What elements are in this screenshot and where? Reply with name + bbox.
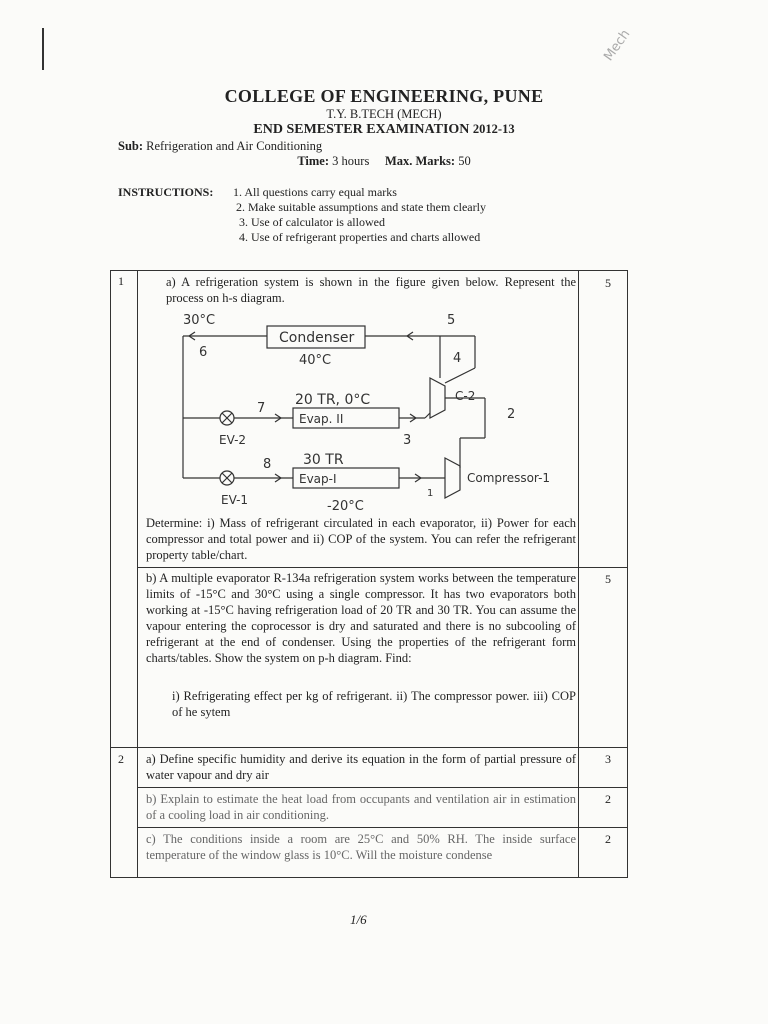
time-label: Time: [297,154,330,168]
time-value: 3 hours [332,154,370,168]
question-1b-text: b) A multiple evaporator R-134a refrigeration system works between the temperature limits of -15°C and 30°C using a single compressor. It has two evaporators both working at -15°C having refrigeration load of 20 TR and 30 TR. You can assume the vapour entering the coprocessor is dry and saturated and there is no subcooling of refrigerant at the end of condenser. Using the properties of the refrigerant form charts/tables. Show the system on p-h diagram. Find: [146,571,576,665]
subject-label: Sub: [118,139,144,153]
compressor-1-shape [445,458,460,498]
exam-name: END SEMESTER EXAMINATION [253,122,470,137]
exam-year: 2012-13 [472,122,515,136]
instructions-list [233,185,486,245]
diagram-label: Evap-I [299,472,337,486]
diagram-label: C-2 [455,389,476,403]
diagram-label: 2 [507,407,516,422]
question-2a-text: a) Define specific humidity and derive its equation in the form of partial pressure of water vapour and dry air [146,752,576,782]
marks-value: 50 [458,154,471,168]
question-1a-tasks: Determine: i) Mass of refrigerant circulated in each evaporator, ii) Power for each compressor and total power and ii) COP of the system. You can refer the refrigerant property table/chart. [146,516,576,562]
diagram-label: Compressor-1 [467,471,551,485]
subject-name: Refrigeration and Air Conditioning [146,139,323,153]
margin-mark [42,28,44,70]
question-1a-text: a) A refrigeration system is shown in the figure given below. Represent the process on h-s diagram. [166,275,576,305]
instruction-item: 2. Make suitable assumptions and state them clearly [236,200,486,214]
diagram-label: 8 [263,457,272,472]
diagram-label: 30°C [183,313,216,328]
marks: 3 [605,752,611,766]
refrigeration-system-diagram [175,308,551,518]
subject-line [118,139,322,154]
diagram-label: Condenser [279,330,355,346]
handwritten-note: Mech [601,27,634,64]
marks: 5 [605,276,611,290]
diagram-label: 40°C [299,353,332,368]
instruction-item: 4. Use of refrigerant properties and charts allowed [239,230,481,244]
diagram-label: 6 [199,345,208,360]
marks: 2 [605,792,611,806]
college-title: COLLEGE OF ENGINEERING, PUNE [224,86,544,106]
diagram-label: Evap. II [299,412,344,426]
diagram-label: 5 [447,313,456,328]
question-2b-text: b) Explain to estimate the heat load from occupants and ventilation air in estimation of a cooling load in air conditioning. [146,792,576,822]
compressor-2-shape [430,378,445,418]
diagram-label: 4 [453,351,462,366]
question-1b-tasks: i) Refrigerating effect per kg of refrigerant. ii) The compressor power. iii) COP of he sytem [172,689,576,719]
diagram-label: -20°C [327,499,364,514]
marks-label: Max. Marks: [384,154,456,168]
diagram-label: 30 TR [303,452,344,468]
time-marks-line [0,154,768,169]
instruction-item: 3. Use of calculator is allowed [239,215,385,229]
marks: 5 [605,572,611,586]
program-name: T.Y. B.TECH (MECH) [326,107,442,121]
question-number: 1 [118,274,124,288]
diagram-label: EV-2 [219,433,247,447]
instruction-item: 1. All questions carry equal marks [233,185,397,199]
question-2c-text: c) The conditions inside a room are 25°C and 50% RH. The inside surface temperature of the window glass is 10°C. Will the moisture condense [146,832,576,862]
diagram-label: 1 [427,488,434,499]
diagram-label: 3 [403,433,412,448]
exam-title [0,122,768,138]
diagram-label: EV-1 [221,493,249,507]
diagram-label: 7 [257,401,266,416]
instructions-label: INSTRUCTIONS: [118,185,214,199]
question-number: 2 [118,752,124,766]
marks: 2 [605,832,611,846]
diagram-label: 20 TR, 0°C [295,392,371,408]
page-number: 1/6 [350,912,367,927]
